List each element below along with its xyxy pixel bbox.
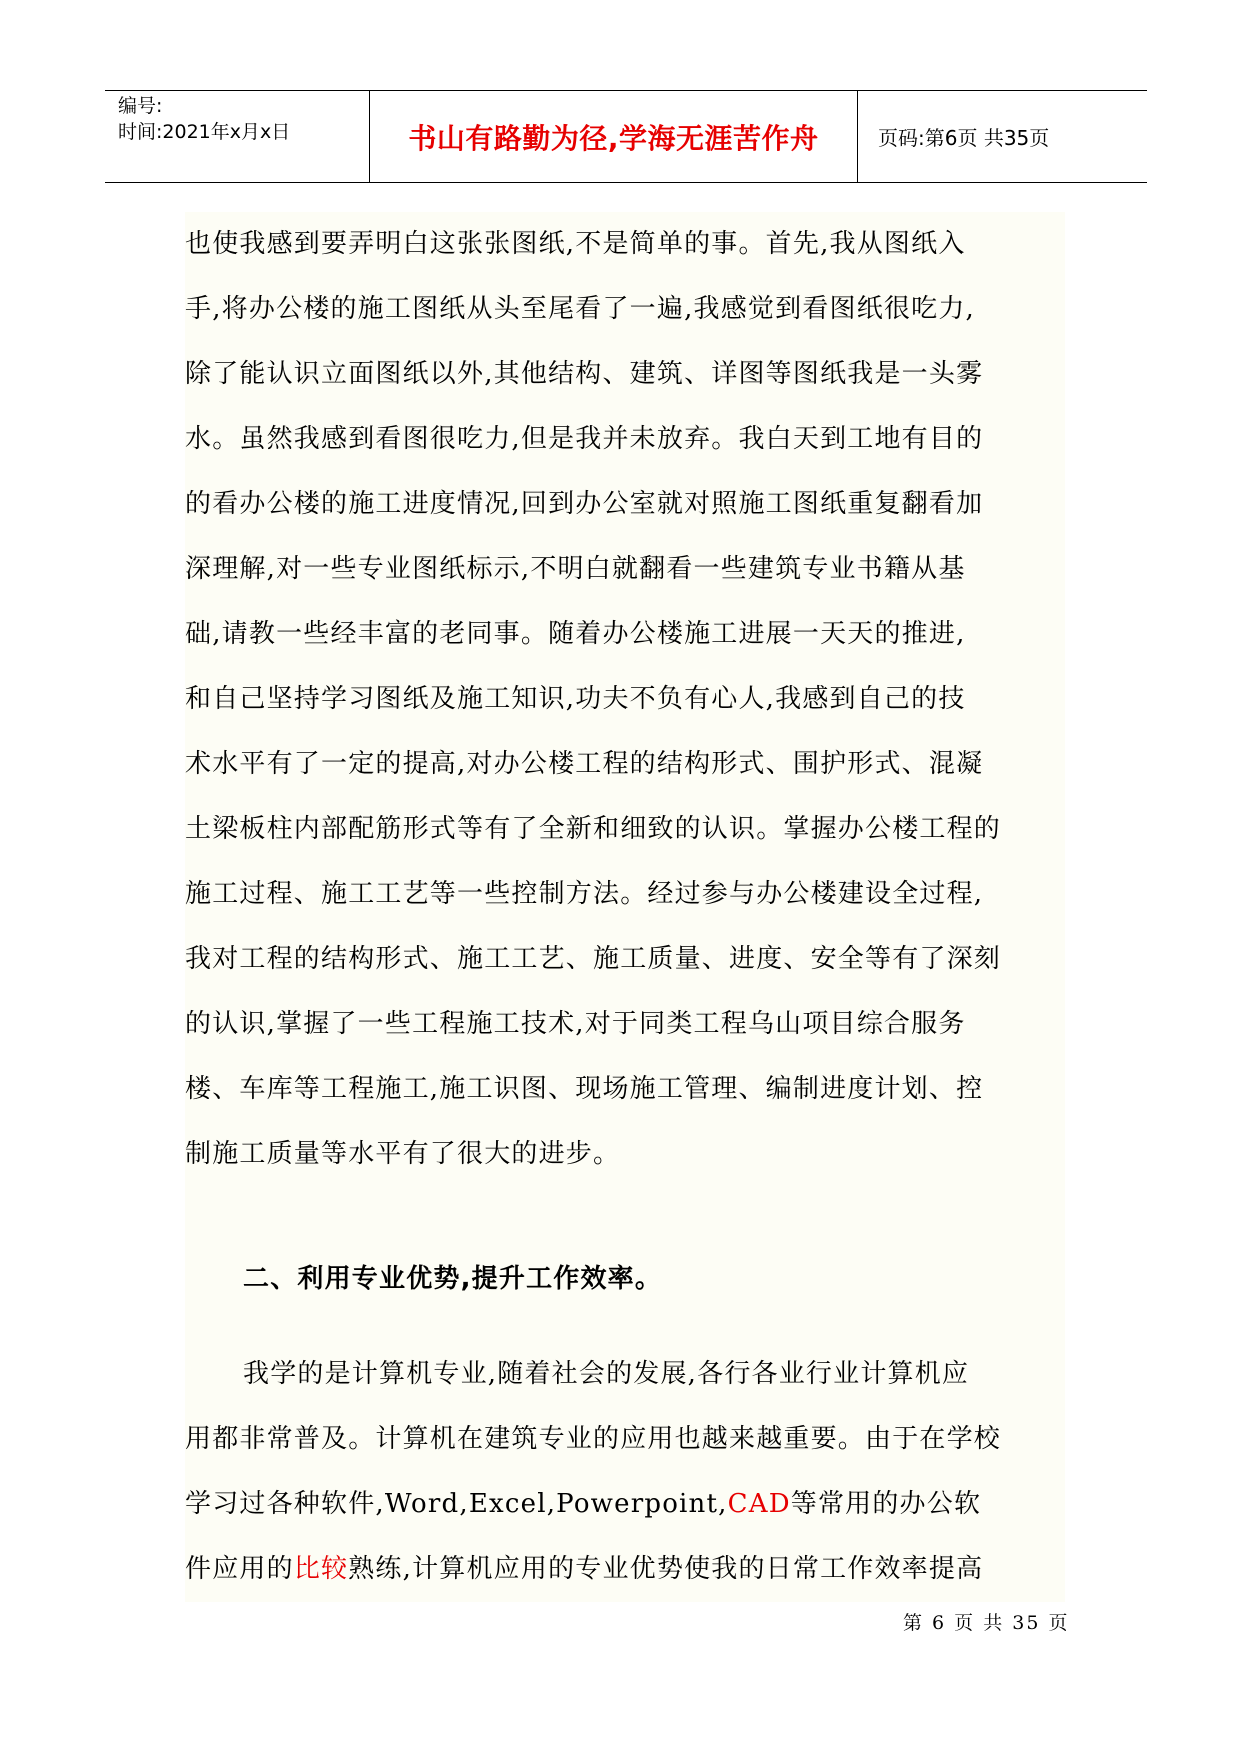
motto-cell bbox=[370, 91, 858, 182]
text-line: 土梁板柱内部配筋形式等有了全新和细致的认识。掌握办公楼工程的 bbox=[185, 814, 1002, 844]
paragraph-1 bbox=[185, 212, 1065, 1187]
text-line: 我对工程的结构形式、施工工艺、施工质量、进度、安全等有了深刻 bbox=[185, 944, 1002, 974]
page-info-text: 页码:第6页 共35页 bbox=[878, 126, 1050, 150]
highlighted-text: 比较 bbox=[293, 1554, 349, 1584]
text-segment: 学习过各种软件,Word,Excel,Powerpoint, bbox=[185, 1489, 728, 1519]
text-line: 和自己坚持学习图纸及施工知识,功夫不负有心人,我感到自己的技 bbox=[185, 684, 966, 714]
text-segment: 熟练,计算机应用的专业优势使我的日常工作效率提高 bbox=[348, 1554, 984, 1584]
text-line: 用都非常普及。计算机在建筑专业的应用也越来越重要。由于在学校 bbox=[185, 1424, 1002, 1454]
text-line: 施工过程、施工工艺等一些控制方法。经过参与办公楼建设全过程, bbox=[185, 879, 984, 909]
text-line bbox=[185, 1472, 1065, 1537]
text-line: 也使我感到要弄明白这张张图纸,不是简单的事。首先,我从图纸入 bbox=[185, 229, 966, 259]
text-line: 的看办公楼的施工进度情况,回到办公室就对照施工图纸重复翻看加 bbox=[185, 489, 984, 519]
text-line: 手,将办公楼的施工图纸从头至尾看了一遍,我感觉到看图纸很吃力, bbox=[185, 294, 975, 324]
spacer bbox=[185, 1312, 1065, 1342]
text-line: 水。虽然我感到看图很吃力,但是我并未放弃。我白天到工地有目的 bbox=[185, 424, 984, 454]
page-footer bbox=[903, 1608, 1069, 1635]
header-table bbox=[105, 90, 1147, 183]
spacer bbox=[185, 1187, 1065, 1217]
text-line: 深理解,对一些专业图纸标示,不明白就翻看一些建筑专业书籍从基 bbox=[185, 554, 966, 584]
paragraph-2 bbox=[185, 1342, 1065, 1602]
section-heading: 二、利用专业优势,提升工作效率。 bbox=[243, 1264, 663, 1294]
document-body bbox=[185, 212, 1065, 1602]
highlighted-text: CAD bbox=[727, 1489, 791, 1519]
text-line: 我学的是计算机专业,随着社会的发展,各行各业行业计算机应 bbox=[243, 1359, 970, 1389]
text-line: 术水平有了一定的提高,对办公楼工程的结构形式、围护形式、混凝 bbox=[185, 749, 984, 779]
text-line: 础,请教一些经丰富的老同事。随着办公楼施工进展一天天的推进, bbox=[185, 619, 966, 649]
code-label: 编号: bbox=[118, 95, 163, 117]
time-label: 时间:2021年x月x日 bbox=[118, 121, 291, 143]
header-meta-cell bbox=[105, 91, 370, 182]
footer-page-number: 第 6 页 共 35 页 bbox=[903, 1612, 1070, 1634]
page-info-cell bbox=[858, 91, 1147, 182]
text-line: 楼、车库等工程施工,施工识图、现场施工管理、编制进度计划、控 bbox=[185, 1074, 984, 1104]
text-segment: 件应用的 bbox=[185, 1554, 294, 1584]
text-line: 制施工质量等水平有了很大的进步。 bbox=[185, 1139, 621, 1169]
text-line bbox=[185, 1537, 1065, 1602]
text-line: 除了能认识立面图纸以外,其他结构、建筑、详图等图纸我是一头雾 bbox=[185, 359, 984, 389]
text-line: 的认识,掌握了一些工程施工技术,对于同类工程乌山项目综合服务 bbox=[185, 1009, 966, 1039]
text-segment: 等常用的办公软 bbox=[790, 1489, 982, 1519]
motto-text: 书山有路勤为径,学海无涯苦作舟 bbox=[408, 121, 819, 155]
